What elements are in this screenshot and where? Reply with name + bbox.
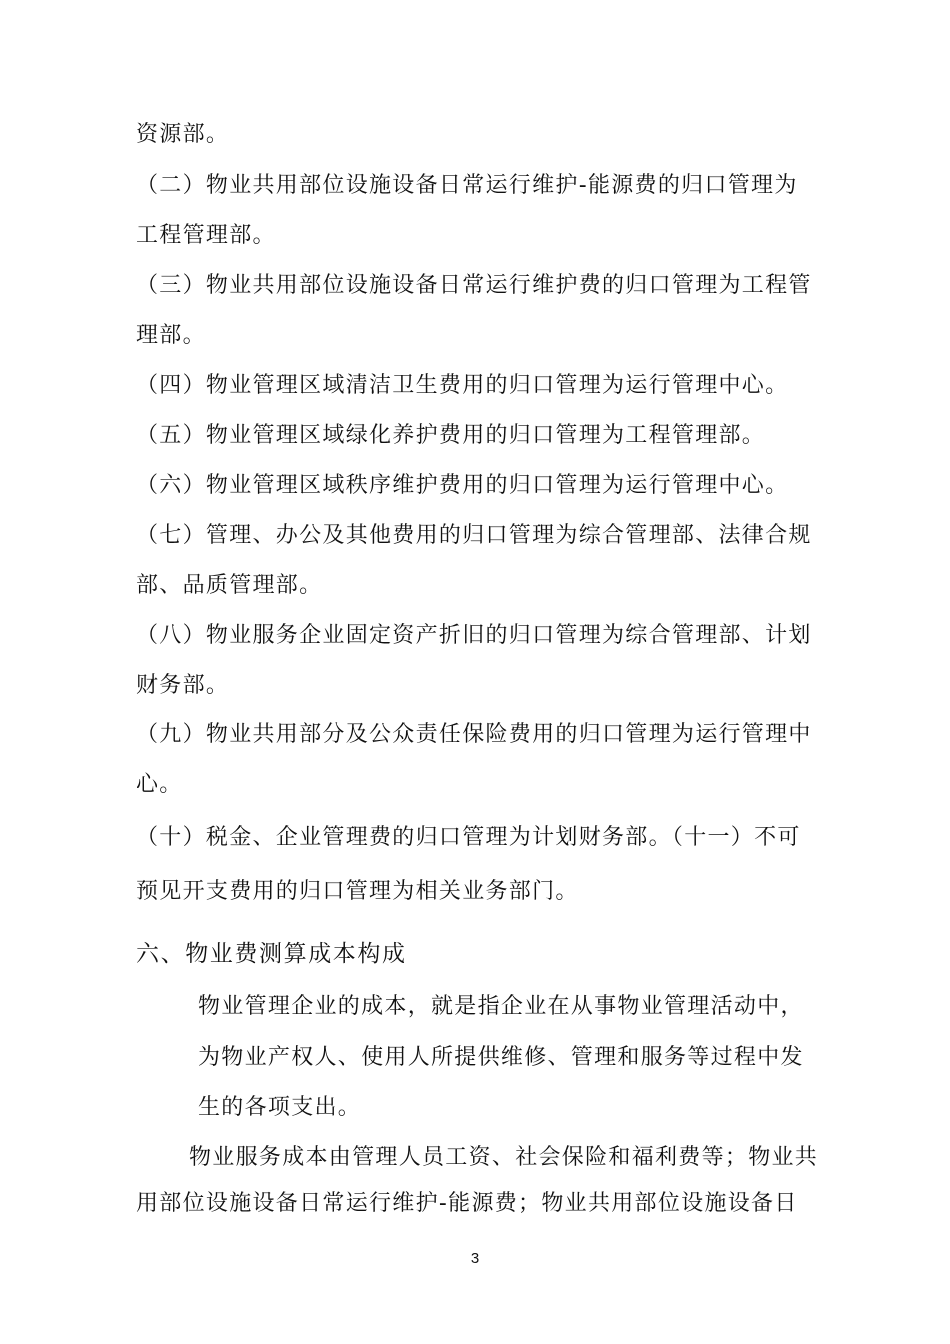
definition-line: 为物业产权人、使用人所提供维修、管理和服务等过程中发 <box>198 1045 804 1070</box>
section-heading: 六、物业费测算成本构成 <box>136 941 407 967</box>
text-line: 资源部。 <box>136 122 230 147</box>
text-line: 财务部。 <box>136 673 230 698</box>
text-line: 工程管理部。 <box>136 223 276 248</box>
text-line: （九）物业共用部分及公众责任保险费用的归口管理为运行管理中 <box>136 722 812 747</box>
body-line: 用部位设施设备日常运行维护-能源费；物业共用部位设施设备日 <box>136 1191 798 1216</box>
text-line: （六）物业管理区域秩序维护费用的归口管理为运行管理中心。 <box>136 473 789 498</box>
text-line: （八）物业服务企业固定资产折旧的归口管理为综合管理部、计划 <box>136 623 812 648</box>
definition-line: 生的各项支出。 <box>198 1095 362 1120</box>
text-line: 预见开支费用的归口管理为相关业务部门。 <box>136 879 579 904</box>
definition-line: 物业管理企业的成本，就是指企业在从事物业管理活动中， <box>198 994 804 1019</box>
text-line: 理部。 <box>136 323 206 348</box>
body-line: 物业服务成本由管理人员工资、社会保险和福利费等；物业共 <box>189 1145 819 1170</box>
page-number: 3 <box>470 1250 480 1267</box>
text-line: （十）税金、企业管理费的归口管理为计划财务部。（十一）不可 <box>136 825 801 850</box>
text-line: （二）物业共用部位设施设备日常运行维护-能源费的归口管理为 <box>136 173 798 198</box>
text-line: 部、品质管理部。 <box>136 573 323 598</box>
text-line: （五）物业管理区域绿化养护费用的归口管理为工程管理部。 <box>136 423 766 448</box>
text-line: （七）管理、办公及其他费用的归口管理为综合管理部、法律合规 <box>136 523 812 548</box>
text-line: （三）物业共用部位设施设备日常运行维护费的归口管理为工程管 <box>136 273 812 298</box>
text-line: 心。 <box>136 772 183 797</box>
text-line: （四）物业管理区域清洁卫生费用的归口管理为运行管理中心。 <box>136 373 789 398</box>
